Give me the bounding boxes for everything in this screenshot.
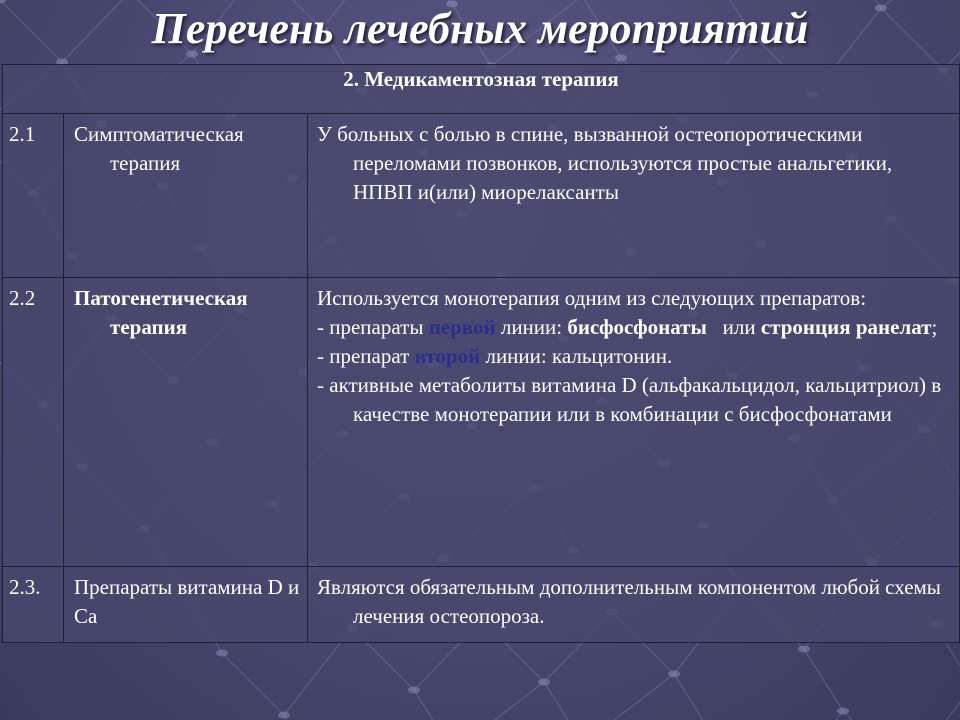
row-name [64,567,308,643]
row-name-text: Патогенетическая терапия [74,286,248,339]
row-description [308,114,960,278]
highlight-second: второй [414,344,481,368]
drug-strontium-ranelate: стронция ранелат [760,315,932,339]
row-name-text: Препараты витамина D и Са [74,575,300,628]
list-item [317,342,951,371]
item-or: или [722,315,756,339]
section-header-row [3,65,960,114]
item-text: линии: кальцитонин. [485,344,673,368]
row-description-text: Являются обязательным дополнительным компонентом любой схемы лечения остеопороза. [317,575,941,628]
row-description [308,278,960,567]
row-description-text: У больных с болью в спине, вызванной остеопоротическими переломами позвонков, используются простые анальгетики, НПВП и(или) миорелаксанты [317,122,893,204]
item-prefix: - препараты [317,315,424,339]
item-middle: линии: [500,315,563,339]
page-title: Перечень лечебных мероприятий [151,4,809,53]
list-item: - активные метаболиты витамина D (альфакальцидол, кальцитриол) в качестве монотерапии или в комбинации с бисфосфонатами [317,373,942,426]
drug-bisphosphonates: бисфосфонаты [567,315,707,339]
table-row [3,278,960,567]
therapy-table [2,64,960,643]
row-name [64,114,308,278]
row-number: 2.1 [3,114,64,278]
row-number: 2.2 [3,278,64,567]
row-number: 2.3. [3,567,64,643]
highlight-first: первой [428,315,496,339]
row-description-intro: Используется монотерапия одним из следующих препаратов: [317,286,867,310]
table-row [3,567,960,643]
item-end: ; [931,315,938,339]
row-name [64,278,308,567]
item-prefix: - препарат [317,344,410,368]
row-name-text: Симптоматическая терапия [74,122,244,175]
table-row [3,114,960,278]
row-description [308,567,960,643]
list-item [317,313,951,342]
section-header: 2. Медикаментозная терапия [3,65,960,114]
